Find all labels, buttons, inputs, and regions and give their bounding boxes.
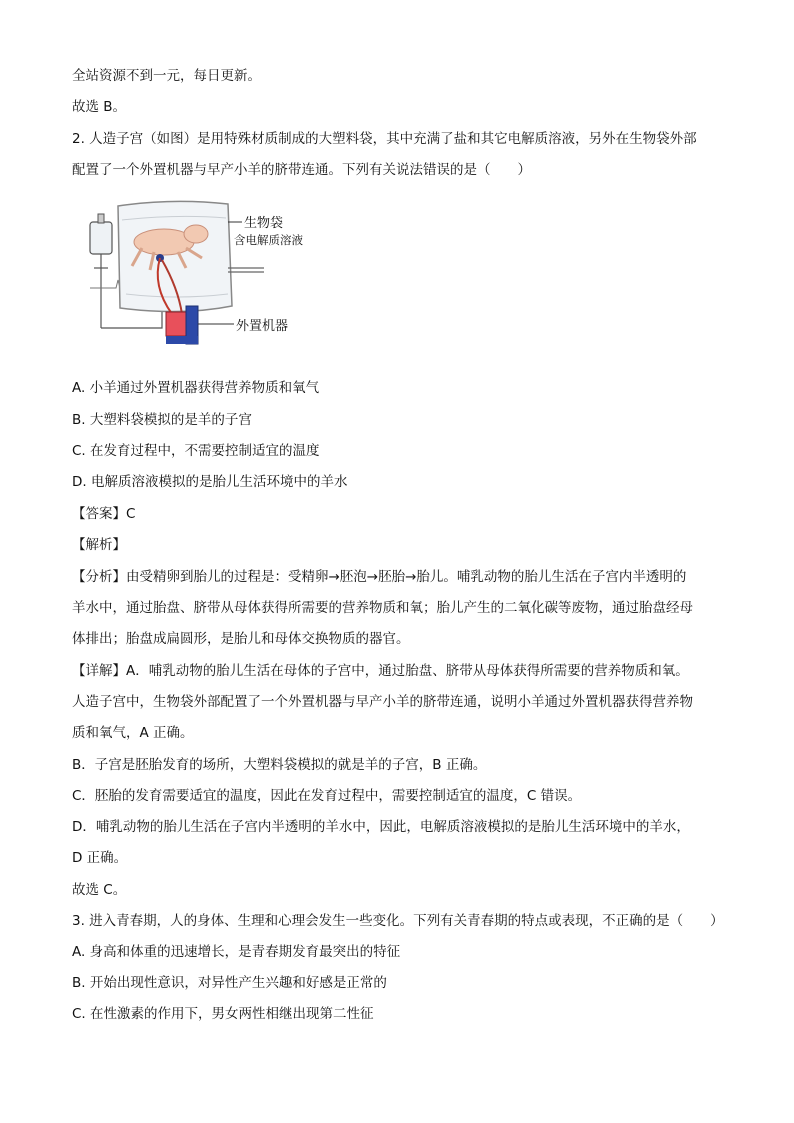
q2-detail-line2: 人造子宫中，生物袋外部配置了一个外置机器与早产小羊的脐带连通，说明小羊通过外置机器获得营养物 xyxy=(72,694,693,710)
q2-detail-line6: D．哺乳动物的胎儿生活在子宫内半透明的羊水中，因此，电解质溶液模拟的是胎儿生活环境中的羊水， xyxy=(72,819,690,835)
q3-option-c: C. 在性激素的作用下，男女两性相继出现第二性征 xyxy=(72,1006,374,1022)
figure-label-machine: 外置机器 xyxy=(236,319,289,334)
q2-choice: 故选 C。 xyxy=(72,882,127,898)
q2-detail-line7: D 正确。 xyxy=(72,850,128,866)
q2-option-d: D. 电解质溶液模拟的是胎儿生活环境中的羊水 xyxy=(72,474,348,490)
figure-label-bag: 生物袋 xyxy=(244,216,284,231)
q2-option-a: A. 小羊通过外置机器获得营养物质和氧气 xyxy=(72,380,320,396)
q2-option-b: B. 大塑料袋模拟的是羊的子宫 xyxy=(72,412,252,428)
q2-analysis-header: 【解析】 xyxy=(72,537,126,553)
q2-analysis-line1: 【分析】由受精卵到胎儿的过程是：受精卵→胚泡→胚胎→胎儿。哺乳动物的胎儿生活在子宫内半透明的 xyxy=(72,569,687,585)
q2-option-c: C. 在发育过程中，不需要控制适宜的温度 xyxy=(72,443,320,459)
q1-choice: 故选 B。 xyxy=(72,99,127,115)
q2-detail-line1: 【详解】A．哺乳动物的胎儿生活在母体的子宫中，通过胎盘、脐带从母体获得所需要的营养物质和氧。 xyxy=(72,663,689,679)
artificial-womb-figure xyxy=(82,196,322,356)
q2-analysis-line2: 羊水中，通过胎盘、脐带从母体获得所需要的营养物质和氧；胎儿产生的二氧化碳等废物，通过胎盘经母 xyxy=(72,600,693,616)
q3-stem: 3. 进入青春期，人的身体、生理和心理会发生一些变化。下列有关青春期的特点或表现，不正确的是（ ） xyxy=(72,913,724,929)
q3-option-a: A. 身高和体重的迅速增长，是青春期发育最突出的特征 xyxy=(72,944,401,960)
q2-detail-line4: B．子宫是胚胎发育的场所，大塑料袋模拟的就是羊的子宫，B 正确。 xyxy=(72,757,487,773)
q2-stem-line1: 2. 人造子宫（如图）是用特殊材质制成的大塑料袋，其中充满了盐和其它电解质溶液，另外在生物袋外部 xyxy=(72,131,697,147)
q2-analysis-line3: 体排出；胎盘成扁圆形，是胎儿和母体交换物质的器官。 xyxy=(72,631,410,647)
q2-detail-line5: C．胚胎的发育需要适宜的温度，因此在发育过程中，需要控制适宜的温度，C 错误。 xyxy=(72,788,582,804)
q2-answer: 【答案】C xyxy=(72,506,136,522)
q3-option-b: B. 开始出现性意识，对异性产生兴趣和好感是正常的 xyxy=(72,975,387,991)
figure-label-solution: 含电解质溶液 xyxy=(234,233,303,247)
q2-detail-line3: 质和氧气，A 正确。 xyxy=(72,725,194,741)
intro-text: 全站资源不到一元，每日更新。 xyxy=(72,68,261,84)
q2-stem-line2: 配置了一个外置机器与早产小羊的脐带连通。下列有关说法错误的是（ ） xyxy=(72,162,531,178)
